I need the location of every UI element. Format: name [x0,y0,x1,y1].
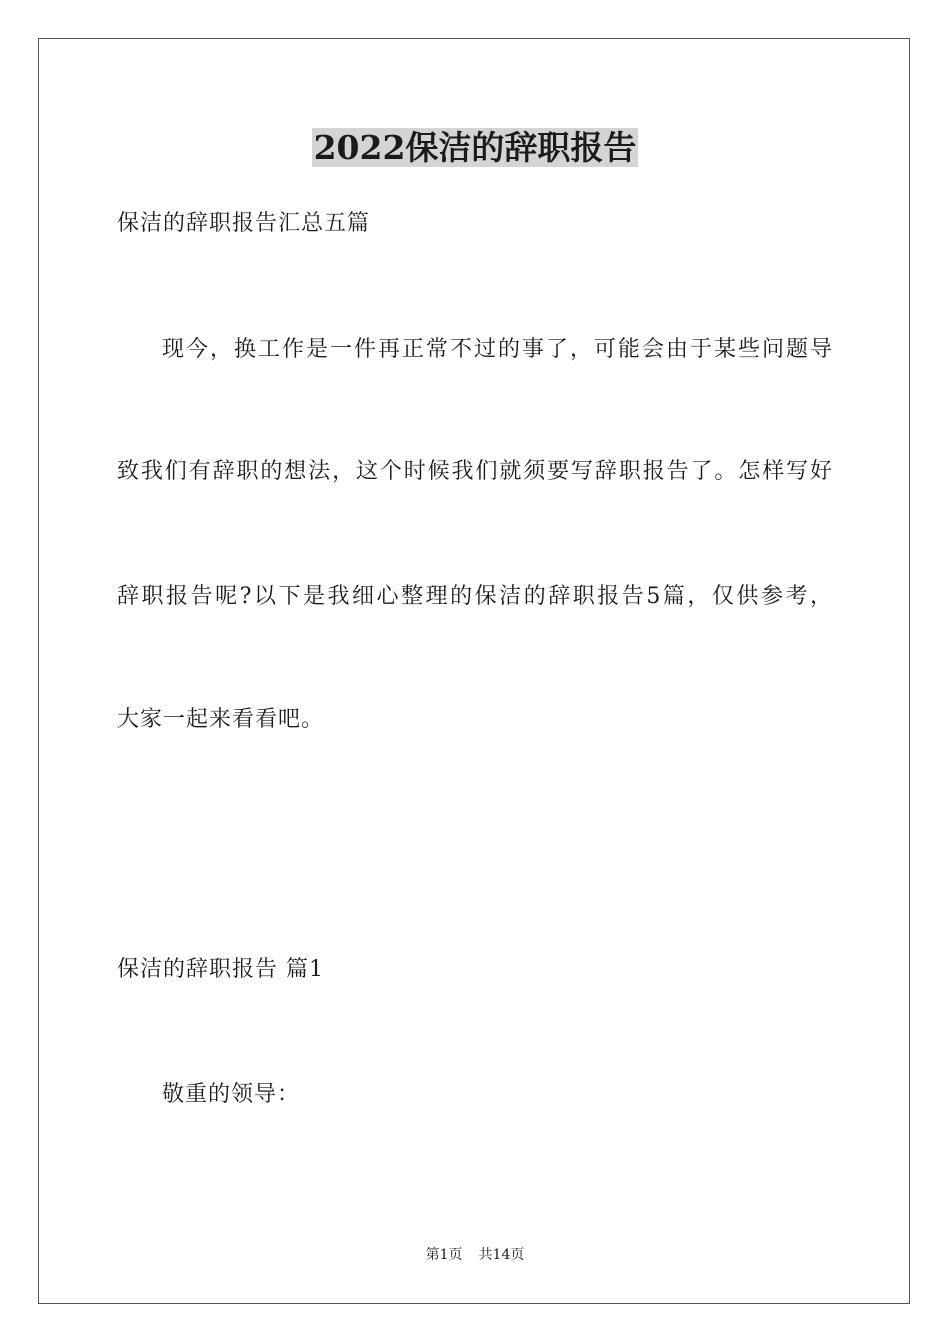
salutation: 敬重的领导： [162,1082,301,1107]
intro-line-2: 致我们有辞职的想法，这个时候我们就须要写辞职报告了。怎样写好 [117,459,833,484]
document-title-text: 2022保洁的辞职报告 [313,128,637,167]
page-total: 共14页 [478,1247,525,1263]
intro-line-4: 大家一起来看看吧。 [117,707,325,732]
intro-line-1: 现今，换工作是一件再正常不过的事了，可能会由于某些问题导 [162,337,833,362]
page-number: 第1页 [425,1247,463,1263]
intro-line-3: 辞职报告呢?以下是我细心整理的保洁的辞职报告5篇，仅供参考， [117,584,833,609]
document-title [0,128,950,168]
section-heading: 保洁的辞职报告 篇1 [117,957,324,982]
page-footer [0,1245,950,1265]
document-subtitle: 保洁的辞职报告汇总五篇 [117,211,371,236]
